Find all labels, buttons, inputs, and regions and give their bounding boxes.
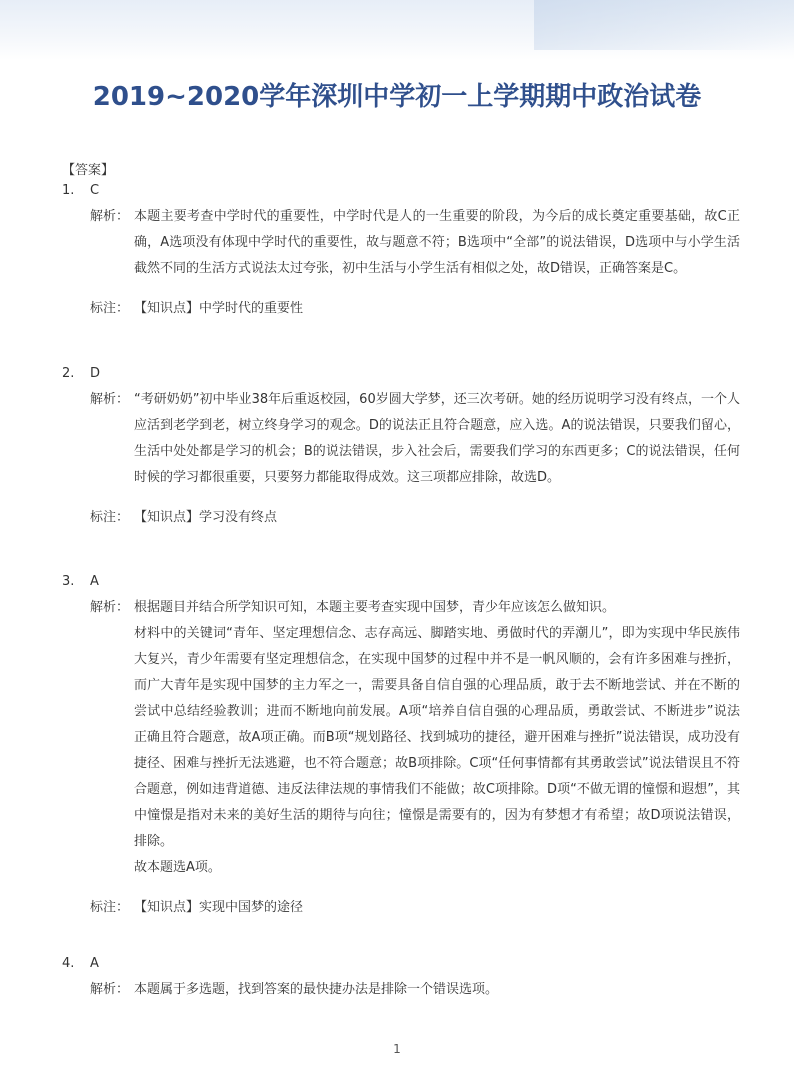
question-number: 2. bbox=[62, 366, 75, 381]
question-number: 3. bbox=[62, 574, 75, 589]
question-answer: C bbox=[90, 183, 100, 198]
question-4 bbox=[62, 951, 742, 1003]
analysis-label: 解析： bbox=[90, 982, 130, 997]
analysis-label: 解析： bbox=[90, 392, 130, 407]
analysis-text: 材料中的关键词“青年、坚定理想信念、志存高远、脚踏实地、勇做时代的弄潮儿”，即为实现中华民族伟大复兴，青少年需要有坚定理想信念，在实现中国梦的过程中并不是一帆风顺的，会有许多困难与挫折，而广大青年是实现中国梦的主力军之一，需要具备自信自强的心理品质，敢于去不断地尝试、并在不断的尝试中总结经验教训；进而不断地向前发展。A项“培养自信自强的心理品质，勇敢尝试、不断进步”说法正确且符合题意，故A项正确。而B项“规划路径、找到城功的捷径，避开困难与挫折”说法错误，成功没有捷径、困难与挫折无法逃避，也不符合题意；故B项排除。C项“任何事情都有其勇敢尝试”说法错误且不符合题意，例如违背道德、违反法律法规的事情我们不能做；故C项排除。D项“不做无谓的憧憬和遐想”，其中憧憬是指对未来的美好生活的期待与向往；憧憬是需要有的，因为有梦想才有希望；故D项说法错误，排除。 bbox=[134, 626, 740, 849]
tag-value: 【知识点】实现中国梦的途径 bbox=[134, 900, 304, 915]
question-answer: A bbox=[90, 956, 99, 971]
question-3 bbox=[62, 569, 742, 921]
analysis-label: 解析： bbox=[90, 209, 130, 224]
answer-heading: 【答案】 bbox=[62, 163, 115, 178]
question-1 bbox=[62, 178, 742, 322]
tag-label: 标注： bbox=[90, 510, 130, 525]
analysis-text: 本题主要考查中学时代的重要性，中学时代是人的一生重要的阶段，为今后的成长奠定重要基础，故C正确，A选项没有体现中学时代的重要性，故与题意不符；B选项中“全部”的说法错误，D选项中与小学生活截然不同的生活方式说法太过夸张，初中生活与小学生活有相似之处，故D错误，正确答案是C。 bbox=[134, 209, 740, 276]
question-answer: D bbox=[90, 366, 101, 381]
tag-value: 【知识点】中学时代的重要性 bbox=[134, 301, 304, 316]
analysis-label: 解析： bbox=[90, 600, 130, 615]
analysis-text: 本题属于多选题，找到答案的最快捷办法是排除一个错误选项。 bbox=[134, 982, 499, 997]
page-title: 2019~2020学年深圳中学初一上学期期中政治试卷 bbox=[92, 82, 702, 112]
analysis-text: 根据题目并结合所学知识可知，本题主要考查实现中国梦，青少年应该怎么做知识。 bbox=[134, 600, 616, 615]
question-answer: A bbox=[90, 574, 99, 589]
analysis-text: 故本题选A项。 bbox=[134, 860, 221, 875]
page-number: 1 bbox=[393, 1042, 401, 1056]
tag-value: 【知识点】学习没有终点 bbox=[134, 510, 278, 525]
analysis-text: “考研奶奶”初中毕业38年后重返校园，60岁圆大学梦，还三次考研。她的经历说明学习没有终点，一个人应活到老学到老，树立终身学习的观念。D的说法正且符合题意，应入选。A的说法错误，只要我们留心，生活中处处都是学习的机会；B的说法错误，步入社会后，需要我们学习的东西更多；C的说法错误，任何时候的学习都很重要，只要努力都能取得成效。这三项都应排除，故选D。 bbox=[134, 392, 740, 485]
question-number: 1. bbox=[62, 183, 75, 198]
tag-label: 标注： bbox=[90, 301, 130, 316]
question-number: 4. bbox=[62, 956, 75, 971]
header-background bbox=[0, 0, 794, 60]
question-2 bbox=[62, 361, 742, 531]
tag-label: 标注： bbox=[90, 900, 130, 915]
